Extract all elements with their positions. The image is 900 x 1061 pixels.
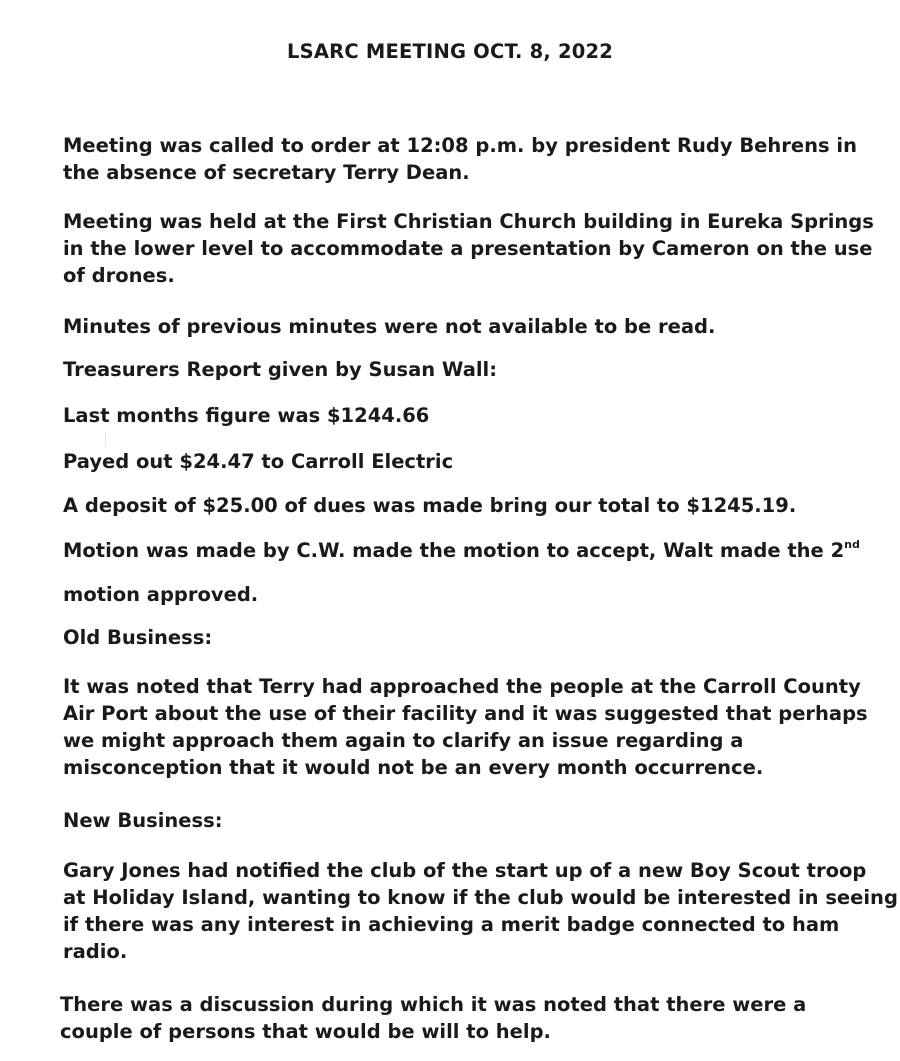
paragraph-minutes: Minutes of previous minutes were not available to be read. bbox=[63, 315, 716, 338]
paragraph-call-to-order: Meeting was called to order at 12:08 p.m. by president Rudy Behrens in the absence of secretary Terry Dean. bbox=[63, 134, 857, 184]
scan-artifact bbox=[105, 432, 106, 446]
paragraph-motion-approved: motion approved. bbox=[63, 583, 259, 606]
heading-new-business: New Business: bbox=[63, 809, 223, 832]
paragraph-boy-scout: Gary Jones had notified the club of the start up of a new Boy Scout troop at Holiday Island, wanting to know if the club would be interested in seeing if there was any interest in achieving a merit badge connected to ham radio. bbox=[63, 859, 898, 963]
superscript-nd: nd bbox=[844, 538, 860, 551]
paragraph-motion: Motion was made by C.W. made the motion to accept, Walt made the 2nd bbox=[63, 538, 860, 562]
paragraph-discussion: There was a discussion during which it was noted that there were a couple of persons that would be will to help. bbox=[60, 993, 807, 1043]
heading-old-business: Old Business: bbox=[63, 626, 213, 649]
paragraph-payed-out: Payed out $24.47 to Carroll Electric bbox=[63, 450, 454, 473]
paragraph-deposit: A deposit of $25.00 of dues was made bring our total to $1245.19. bbox=[63, 494, 797, 517]
paragraph-last-months-figure: Last months figure was $1244.66 bbox=[63, 404, 430, 427]
paragraph-meeting-location: Meeting was held at the First Christian Church building in Eureka Springs in the lower level to accommodate a presentation by Cameron on the use of drones. bbox=[63, 210, 874, 287]
paragraph-air-port: It was noted that Terry had approached the people at the Carroll County Air Port about the use of their facility and it was suggested that perhaps we might approach them again to clarify an issue regarding a misconception that it would not be an every month occurrence. bbox=[63, 675, 868, 779]
document-title: LSARC MEETING OCT. 8, 2022 bbox=[286, 40, 614, 63]
paragraph-treasurer-report: Treasurers Report given by Susan Wall: bbox=[63, 358, 498, 381]
